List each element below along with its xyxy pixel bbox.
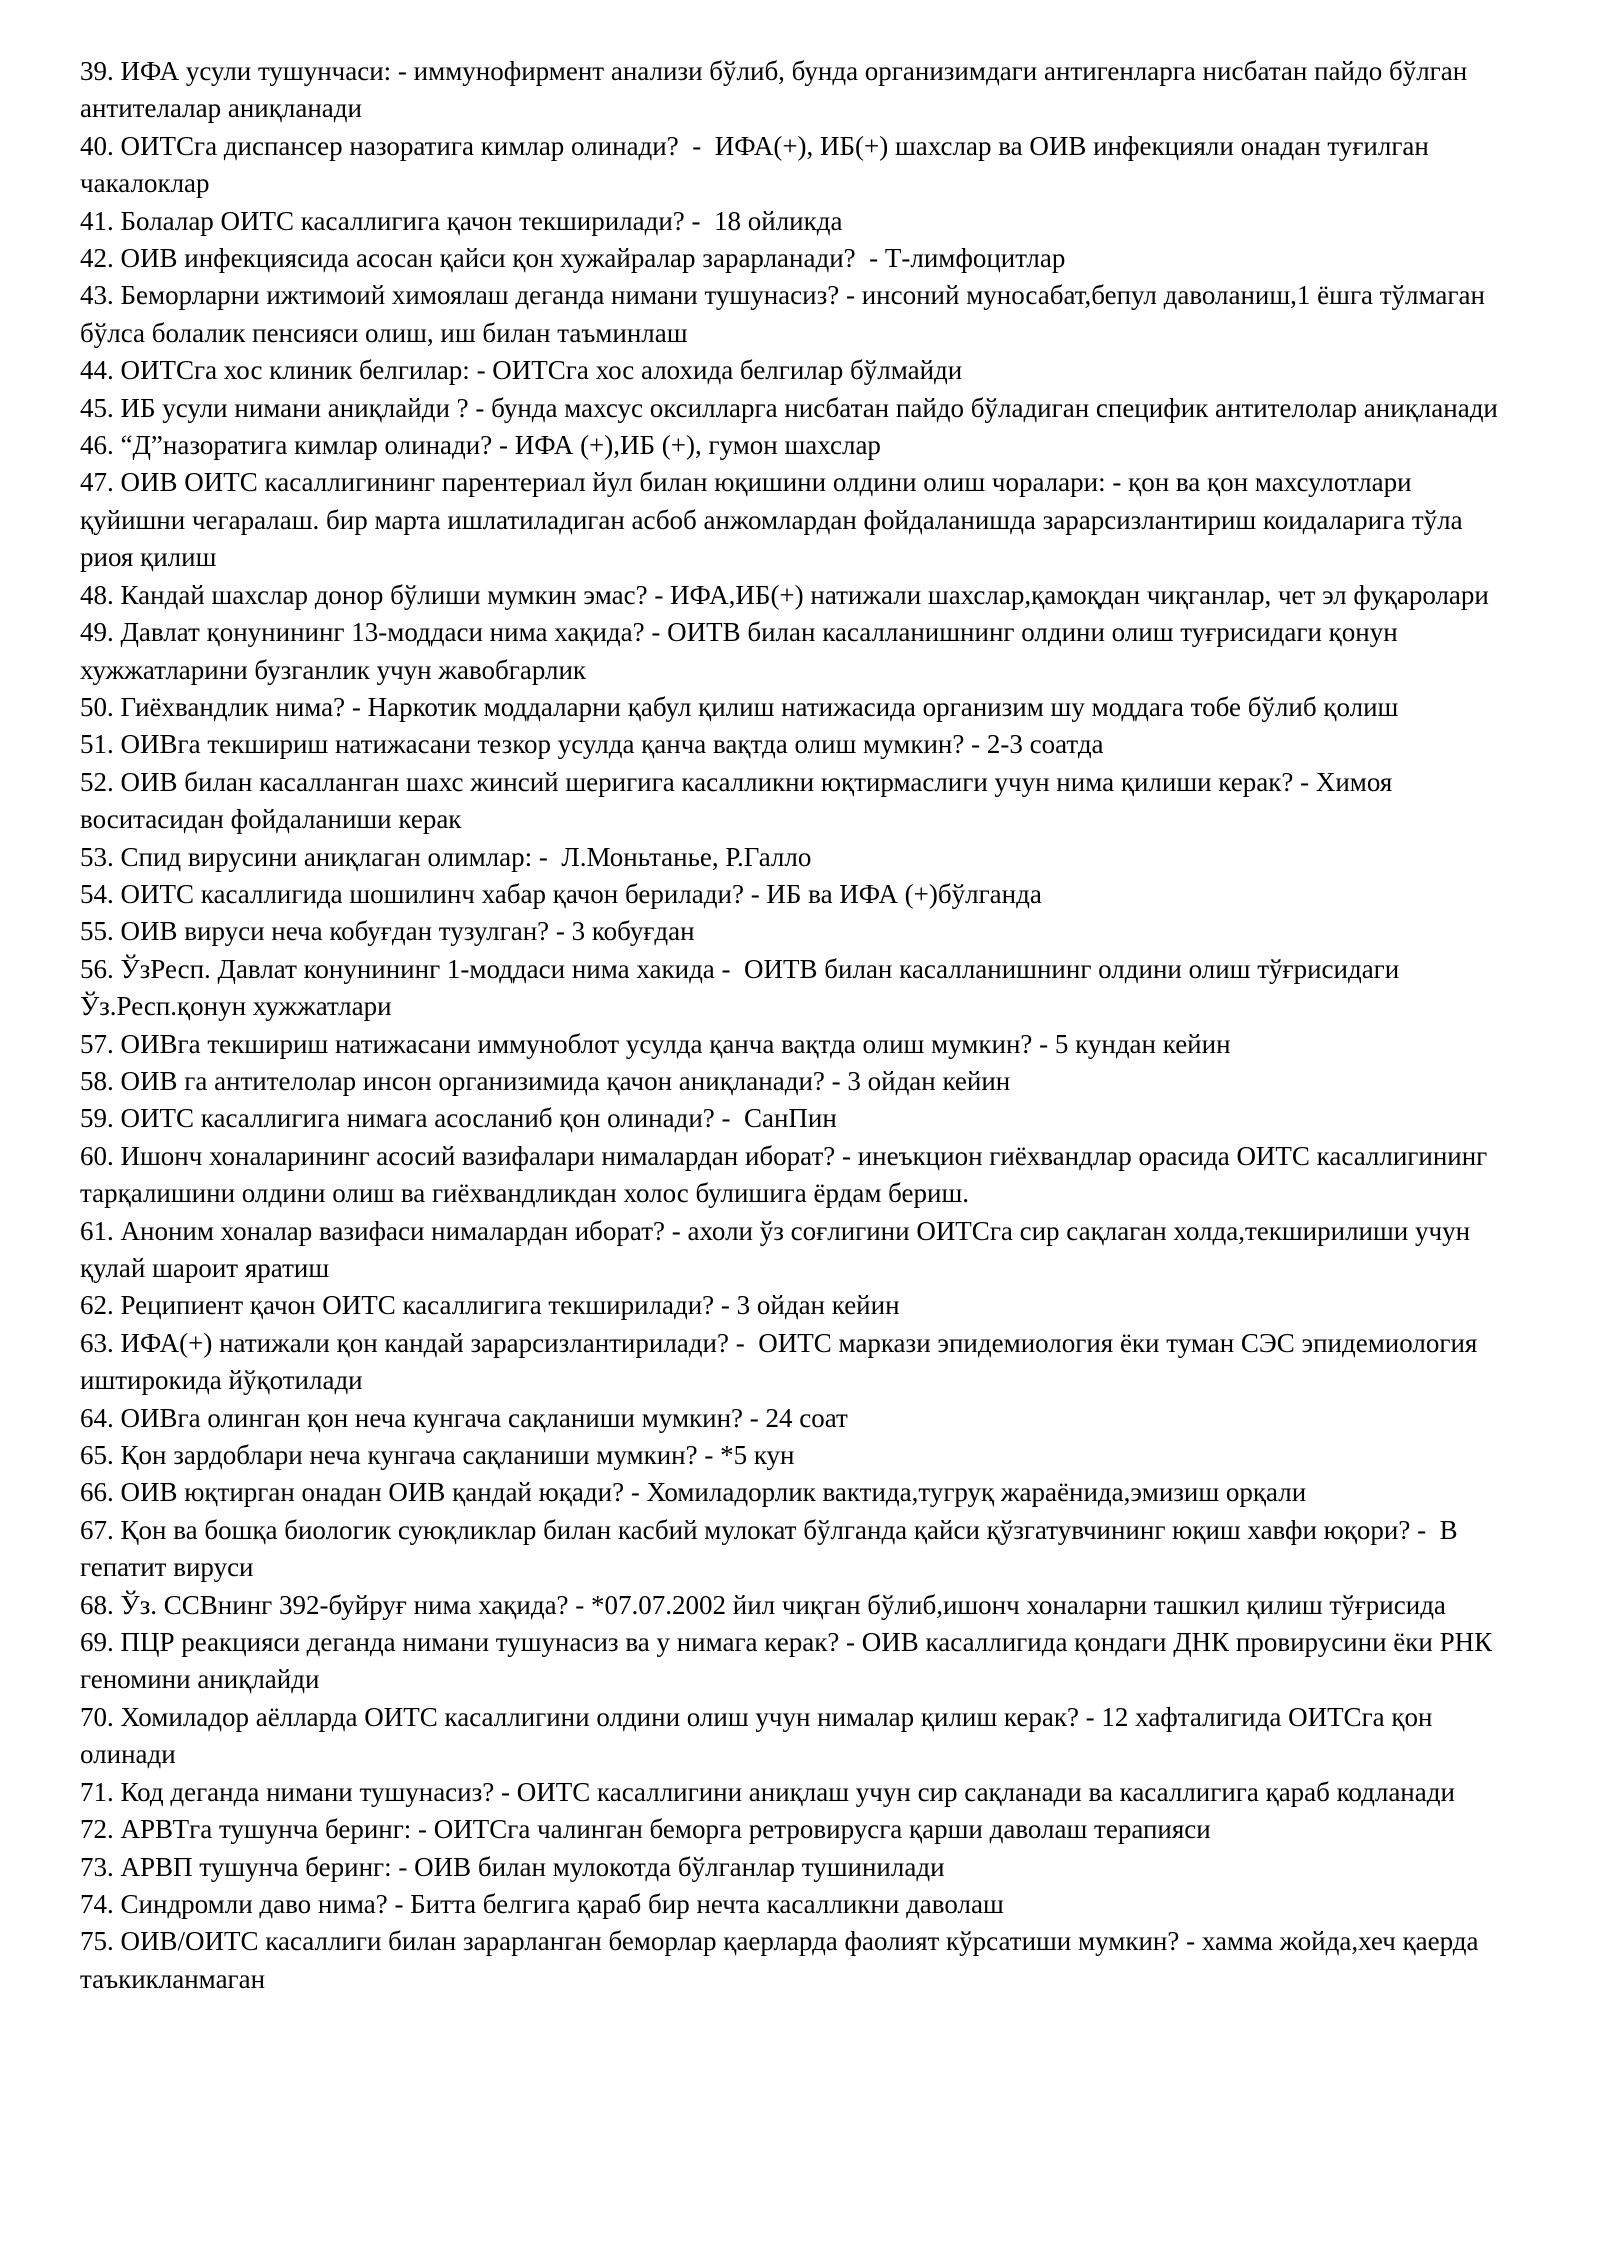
qa-item-68: 68. Ўз. ССВнинг 392-буйруғ нима хақида? - *07.07.2002 йил чиқган бўлиб,ишонч хоналарни ташкил қилиш тўғрисида [80,1589,1446,1620]
qa-item-57: 57. ОИВга текшириш натижасани иммуноблот усулда қанча вақтда олиш мумкин? - 5 кундан кейин [80,1028,1231,1059]
qa-item-43: 43. Беморларни ижтимоий химоялаш деганда нимани тушунасиз? - инсоний муносабат,бепул даволаниш,1 ёшга тўлмаган бўлса болалик пенсияси олиш, иш билан таъминлаш [80,280,1492,348]
qa-item-65: 65. Қон зардоблари неча кунгача сақланиши мумкин? - *5 кун [80,1440,795,1471]
qa-item-48: 48. Кандай шахслар донор бўлиши мумкин эмас? - ИФА,ИБ(+) натижали шахслар,қамоқдан чиқганлар, чет эл фуқаролари [80,579,1489,610]
qa-item-61: 61. Аноним хоналар вазифаси нималардан иборат? - ахоли ўз соғлигини ОИТСга сир сақлаган холда,текширилиши учун қулай шароит яратиш [80,1215,1477,1283]
qa-item-49: 49. Давлат қонунининг 13-моддаси нима хақида? - ОИТВ билан касалланишнинг олдини олиш туғрисидаги қонун хужжатларини бузганлик учун жавобгарлик [80,617,1405,685]
qa-item-71: 71. Код деганда нимани тушунасиз? - ОИТС касаллигини аниқлаш учун сир сақланади ва касаллигига қараб кодланади [80,1776,1455,1807]
qa-item-66: 66. ОИВ юқтирган онадан ОИВ қандай юқади? - Хомиладорлик вактида,тугруқ жараёнида,эмизиш орқали [80,1477,1307,1508]
qa-item-41: 41. Болалар ОИТС касаллигига қачон текширилади? - 18 ойликда [80,205,843,236]
question-answer-list [80,53,1520,1998]
qa-item-54: 54. ОИТС касаллигида шошилинч хабар қачон берилади? - ИБ ва ИФА (+)бўлганда [80,878,1042,909]
qa-item-47: 47. ОИВ ОИТС касаллигининг парентериал йул билан юқишини олдини олиш чоралари: - қон ва қон махсулотлари қуйишни чегаралаш. бир марта ишлатиладиган асбоб анжомлардан фойдаланишда зарарсизлантириш коидаларига тўла риоя қилиш [80,467,1470,573]
qa-item-60: 60. Ишонч хоналарининг асосий вазифалари нималардан иборат? - инеъкцион гиёхвандлар орасида ОИТС касаллигининг тарқалишини олдини олиш ва гиёхвандликдан холос булишига ёрдам бериш. [80,1140,1495,1209]
qa-item-56: 56. ЎзРесп. Давлат конунининг 1-моддаси нима хакида - ОИТВ билан касалланишнинг олдини олиш тўғрисидаги Ўз.Респ.қонун хужжатлари [80,953,1406,1022]
qa-item-51: 51. ОИВга текшириш натижасани тезкор усулда қанча вақтда олиш мумкин? - 2-3 соатда [80,729,1104,760]
qa-item-44: 44. ОИТСга хос клиник белгилар: - ОИТСга хос алохида белгилар бўлмайди [80,355,963,386]
qa-item-74: 74. Синдромли даво нима? - Битта белгига қараб бир нечта касалликни даволаш [80,1888,1004,1919]
qa-item-64: 64. ОИВга олинган қон неча кунгача сақланиши мумкин? - 24 соат [80,1402,848,1433]
qa-item-67: 67. Қон ва бошқа биологик суюқликлар билан касбий мулокат бўлганда қайси қўзгатувчининг юқиш хавфи юқори? - В гепатит вируси [80,1514,1465,1583]
qa-item-40: 40. ОИТСга диспансер назоратига кимлар олинади? - ИФА(+), ИБ(+) шахслар ва ОИВ инфекцияли онадан туғилган чакалоклар [80,130,1436,199]
qa-item-42: 42. ОИВ инфекциясида асосан қайси қон хужайралар зарарланади? - Т-лимфоцитлар [80,243,1066,274]
qa-item-50: 50. Гиёхвандлик нима? - Наркотик моддаларни қабул қилиш натижасида организим шу моддага тобе бўлиб қолиш [80,691,1399,722]
qa-item-75: 75. ОИВ/ОИТС касаллиги билан зарарланган беморлар қаерларда фаолият кўрсатиши мумкин? - хамма жойда,хеч қаерда таъкикланмаган [80,1926,1486,1994]
qa-item-39: 39. ИФА усули тушунчаси: - иммунофирмент анализи бўлиб, бунда организимдаги антигенларга нисбатан пайдо бўлган антителалар аниқланади [80,56,1474,124]
qa-item-69: 69. ПЦР реакцияси деганда нимани тушунасиз ва у нимага керак? - ОИВ касаллигида қондаги ДНК провирусини ёки РНК геномини аниқлайди [80,1627,1499,1695]
qa-item-63: 63. ИФА(+) натижали қон кандай зарарсизлантирилади? - ОИТС маркази эпидемиология ёки туман СЭС эпидемиология иштирокида йўқотилади [80,1327,1485,1396]
qa-item-59: 59. ОИТС касаллигига нимага асосланиб қон олинади? - СанПин [80,1103,837,1134]
qa-item-72: 72. АРВТга тушунча беринг: - ОИТСга чалинган беморга ретровирусга қарши даволаш терапияси [80,1814,1211,1845]
qa-item-73: 73. АРВП тушунча беринг: - ОИВ билан мулокотда бўлганлар тушинилади [80,1851,945,1882]
qa-item-45: 45. ИБ усули нимани аниқлайди ? - бунда махсус оксилларга нисбатан пайдо бўладиган специфик антителолар аниқланади [80,392,1498,423]
qa-item-52: 52. ОИВ билан касалланган шахс жинсий шеригига касалликни юқтирмаслиги учун нима қилиши керак? - Химоя воситасидан фойдаланиши керак [80,766,1400,835]
qa-item-55: 55. ОИВ вируси неча кобуғдан тузулган? - 3 кобуғдан [80,916,695,947]
qa-item-53: 53. Спид вирусини аниқлаган олимлар: - Л.Моньтанье, Р.Галло [80,841,812,872]
qa-item-62: 62. Реципиент қачон ОИТС касаллигига текширилади? - 3 ойдан кейин [80,1290,900,1321]
qa-item-70: 70. Хомиладор аёлларда ОИТС касаллигини олдини олиш учун нималар қилиш керак? - 12 хафталигида ОИТСга қон олинади [80,1701,1440,1770]
qa-item-58: 58. ОИВ га антителолар инсон организимида қачон аниқланади? - 3 ойдан кейин [80,1065,1011,1096]
qa-item-46: 46. “Д”назоратига кимлар олинади? - ИФА (+),ИБ (+), гумон шахслар [80,430,881,461]
